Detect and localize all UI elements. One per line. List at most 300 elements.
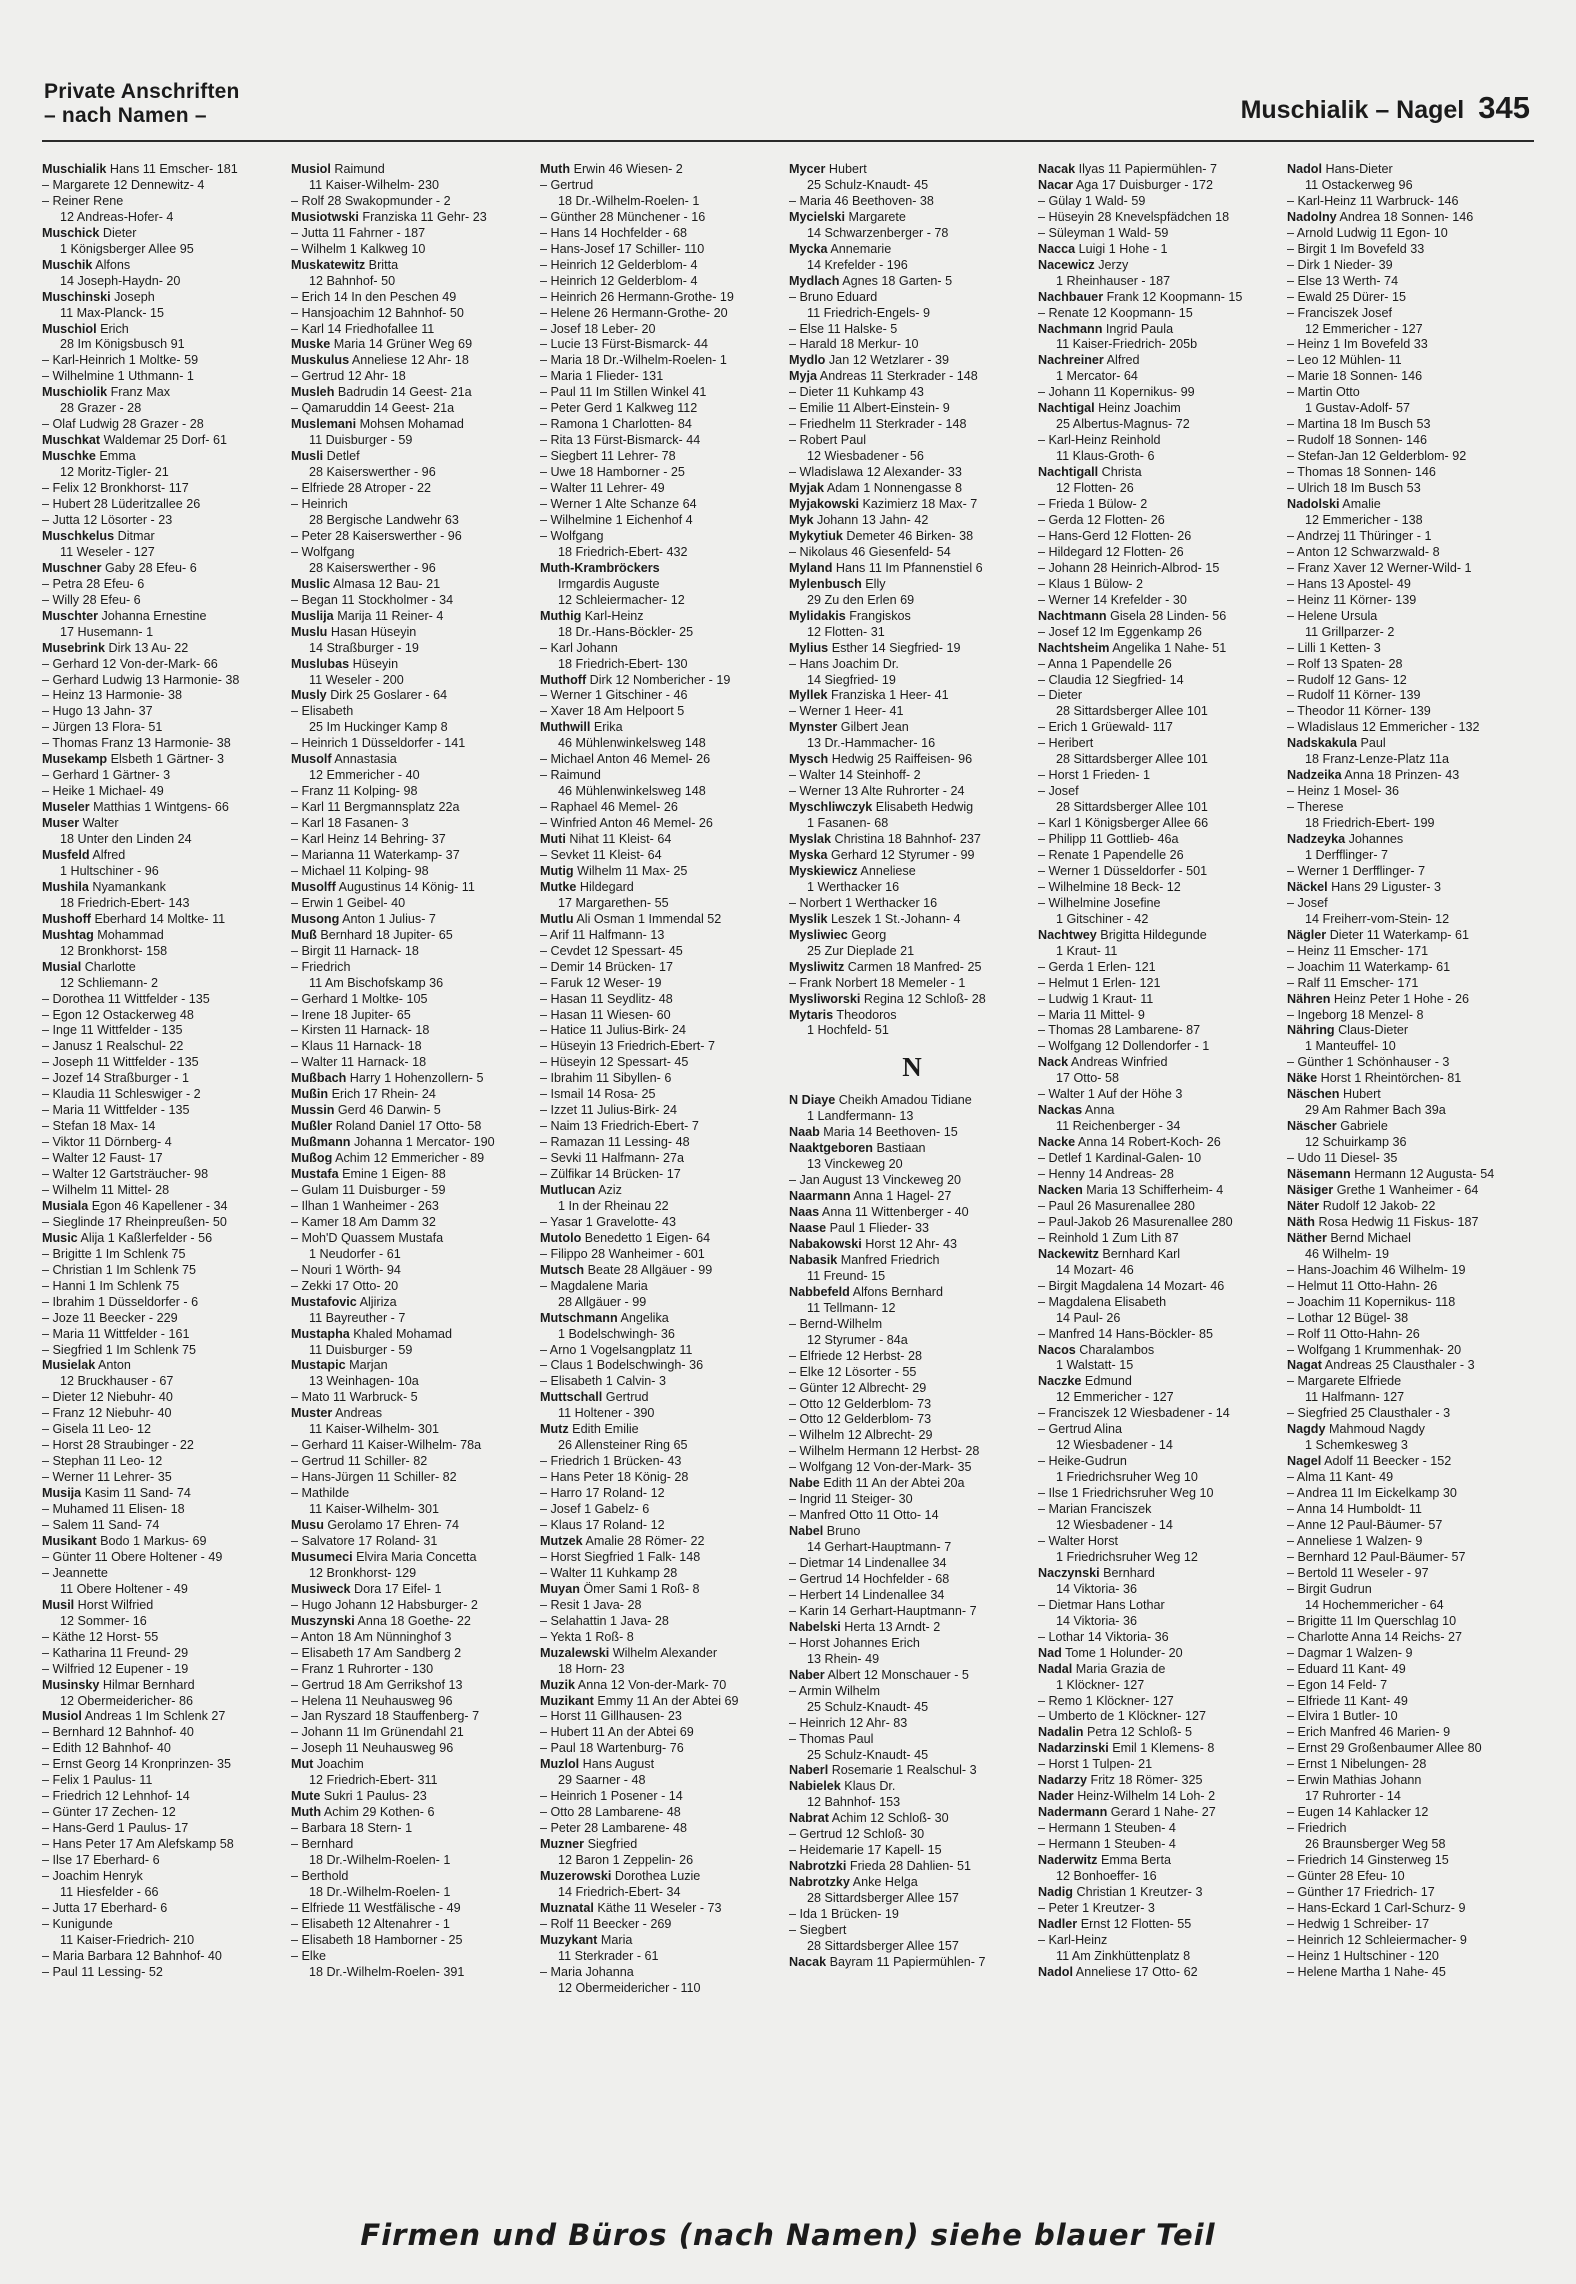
surname: Musikant: [42, 1533, 97, 1548]
directory-subentry: – Arnold Ludwig 11 Egon- 10: [1287, 225, 1448, 240]
directory-subentry: – Ibrahim 1 Düsseldorfer - 6: [42, 1294, 199, 1309]
directory-subentry: – Salem 11 Sand- 74: [42, 1518, 160, 1533]
entry-continuation: 11 Weseler - 127: [60, 544, 155, 559]
directory-entry: Mylidakis Frangiskos: [789, 608, 911, 623]
surname: Muske: [291, 337, 331, 352]
directory-subentry: – Maria 1 Flieder- 131: [540, 369, 664, 384]
entry-continuation: 18 Dr.-Wilhelm-Roelen- 1: [558, 193, 700, 208]
entry-continuation: 18 Friedrich-Ebert- 432: [558, 544, 688, 559]
directory-entry: Nadskakula Paul: [1287, 736, 1386, 751]
surname: Musekamp: [42, 752, 108, 767]
directory-entry: Musikant Bodo 1 Markus- 69: [42, 1533, 207, 1548]
directory-entry: Mußog Achim 12 Emmericher - 89: [291, 1151, 485, 1166]
surname: Muzik: [540, 1677, 575, 1692]
directory-subentry: – Friedrich: [1287, 1821, 1347, 1836]
directory-subentry: – Lucie 13 Fürst-Bismarck- 44: [540, 337, 708, 352]
entry-continuation: 13 Dr.-Hammacher- 16: [807, 736, 936, 751]
directory-entry: Mydlach Agnes 18 Garten- 5: [789, 273, 953, 288]
surname: Mysliwitz: [789, 959, 845, 974]
directory-subentry: – Herbert 14 Lindenallee 34: [789, 1587, 945, 1602]
directory-entry: Nadermann Gerard 1 Nahe- 27: [1038, 1805, 1216, 1820]
directory-subentry: – Günter 11 Obere Holtener - 49: [42, 1549, 223, 1564]
directory-subentry: – Faruk 12 Weser- 19: [540, 975, 662, 990]
directory-subentry: – Maria Johanna: [540, 1964, 634, 1979]
directory-subentry: – Qamaruddin 14 Geest- 21a: [291, 401, 455, 416]
directory-subentry: – Joseph 11 Wittfelder - 135: [42, 1055, 199, 1070]
directory-entry: Nabielek Klaus Dr.: [789, 1779, 896, 1794]
surname: Mutolo: [540, 1230, 582, 1245]
directory-subentry: – Gertrud 11 Schiller- 82: [291, 1454, 428, 1469]
surname: N Diaye: [789, 1093, 836, 1108]
surname: Nabielek: [789, 1779, 841, 1794]
surname: Naarmann: [789, 1189, 851, 1204]
directory-subentry: – Hatice 11 Julius-Birk- 24: [540, 1023, 687, 1038]
surname: Muth: [540, 162, 571, 176]
page-number: 345: [1478, 90, 1530, 125]
directory-subentry: – Elfriede 11 Kant- 49: [1287, 1693, 1408, 1708]
directory-subentry: – Josef 1 Gabelz- 6: [540, 1502, 650, 1517]
directory-entry: Mustafovic Aljiriza: [291, 1294, 397, 1309]
entry-continuation: 12 Bahnhof- 153: [807, 1795, 901, 1810]
directory-entry: Muschialik Hans 11 Emscher- 181: [42, 162, 238, 176]
directory-subentry: – Ismail 14 Rosa- 25: [540, 1087, 656, 1102]
surname: Nabasik: [789, 1252, 838, 1267]
directory-subentry: – Bernd-Wilhelm: [789, 1316, 883, 1331]
entry-continuation: 13 Rhein- 49: [807, 1651, 880, 1666]
directory-entry: Myschliwczyk Elisabeth Hedwig: [789, 800, 974, 815]
directory-subentry: – Maria 11 Wittfelder - 161: [42, 1326, 190, 1341]
directory-subentry: – Heinrich 26 Hermann-Grothe- 19: [540, 289, 734, 304]
directory-subentry: – Ingrid 11 Steiger- 30: [789, 1492, 913, 1507]
directory-entry: Museler Matthias 1 Wintgens- 66: [42, 800, 229, 815]
surname: Mustapha: [291, 1326, 350, 1341]
entry-continuation: 25 Schulz-Knaudt- 45: [807, 1747, 929, 1762]
directory-entry: Nagat Andreas 25 Clausthaler - 3: [1287, 1358, 1475, 1373]
directory-subentry: – Wolfgang 12 Von-der-Mark- 35: [789, 1460, 972, 1475]
surname: Naaktgeboren: [789, 1141, 873, 1156]
directory-subentry: – Siegbert 11 Lehrer- 78: [540, 449, 676, 464]
entry-continuation: 14 Joseph-Haydn- 20: [60, 273, 181, 288]
directory-subentry: – Hansjoachim 12 Bahnhof- 50: [291, 305, 464, 320]
entry-continuation: 11 Duisburger - 59: [309, 433, 413, 448]
entry-continuation: 1 Manteuffel- 10: [1305, 1039, 1396, 1054]
directory-entry: Muthig Karl-Heinz: [540, 608, 644, 623]
directory-subentry: – Helmut 1 Erlen- 121: [1038, 975, 1161, 990]
entry-continuation: 12 Wiesbadener - 56: [807, 449, 924, 464]
directory-entry: Musu Gerolamo 17 Ehren- 74: [291, 1518, 459, 1533]
directory-subentry: – Günter 28 Efeu- 10: [1287, 1868, 1405, 1883]
directory-subentry: – Theodor 11 Körner- 139: [1287, 704, 1431, 719]
directory-entry: Mußbach Harry 1 Hohenzollern- 5: [291, 1071, 484, 1086]
directory-subentry: – Ibrahim 11 Sibyllen- 6: [540, 1071, 672, 1086]
surname: Muti: [540, 832, 566, 847]
directory-entry: Mußler Roland Daniel 17 Otto- 58: [291, 1119, 482, 1134]
directory-entry: Mutschmann Angelika: [540, 1310, 669, 1325]
directory-entry: Musiol Raimund: [291, 162, 385, 176]
directory-entry: Mysliwiec Georg: [789, 927, 887, 942]
entry-continuation: 46 Wilhelm- 19: [1305, 1246, 1389, 1261]
surname: Muschner: [42, 560, 102, 575]
directory-subentry: – Lilli 1 Ketten- 3: [1287, 640, 1381, 655]
directory-entry: Nacken Maria 13 Schifferheim- 4: [1038, 1183, 1224, 1197]
entry-continuation: 28 Grazer - 28: [60, 401, 142, 416]
surname: Nachreiner: [1038, 353, 1104, 368]
surname: Nabrotzky: [789, 1875, 850, 1890]
surname: Muzykant: [540, 1932, 598, 1947]
directory-entry: Mylenbusch Elly: [789, 576, 886, 591]
directory-subentry: – Kunigunde: [42, 1916, 113, 1931]
directory-subentry: – Rolf 13 Spaten- 28: [1287, 656, 1403, 671]
directory-subentry: – Elisabeth 1 Calvin- 3: [540, 1374, 667, 1389]
directory-subentry: – Peter 28 Lambarene- 48: [540, 1821, 688, 1836]
surname: Naczke: [1038, 1374, 1082, 1389]
surname: Musial: [42, 959, 82, 974]
directory-subentry: – Karl Heinz 14 Behring- 37: [291, 832, 446, 847]
directory-entry: Muznatal Käthe 11 Weseler - 73: [540, 1900, 722, 1915]
directory-entry: Musiol Andreas 1 Im Schlenk 27: [42, 1709, 226, 1724]
directory-subentry: – Josef: [1287, 895, 1328, 910]
directory-subentry: – Helmut 11 Otto-Hahn- 26: [1287, 1278, 1438, 1293]
directory-subentry: – Hermann 1 Steuben- 4: [1038, 1837, 1176, 1852]
entry-continuation: 11 Holtener - 390: [558, 1406, 655, 1421]
directory-subentry: – Gertrud Alina: [1038, 1422, 1123, 1437]
directory-subentry: – Hasan 11 Wiesen- 60: [540, 1007, 671, 1022]
directory-subentry: – Selahattin 1 Java- 28: [540, 1613, 669, 1628]
directory-subentry: – Ilse 17 Eberhard- 6: [42, 1853, 160, 1868]
directory-entry: Nadolny Andrea 18 Sonnen- 146: [1287, 209, 1474, 224]
directory-subentry: – Karl-Heinrich 1 Moltke- 59: [42, 353, 199, 368]
entry-continuation: 25 Im Huckinger Kamp 8: [309, 720, 448, 735]
directory-subentry: – Magdalena Elisabeth: [1038, 1294, 1167, 1309]
directory-entry: Näke Horst 1 Rheintörchen- 81: [1287, 1071, 1462, 1086]
directory-subentry: – Mato 11 Warbruck- 5: [291, 1390, 418, 1405]
entry-continuation: 17 Husemann- 1: [60, 624, 154, 639]
directory-entry: Nacewicz Jerzy: [1038, 257, 1129, 272]
surname: Musiala: [42, 1198, 89, 1213]
surname: Mykytiuk: [789, 528, 843, 543]
directory-entry: Nadarzinski Emil 1 Klemens- 8: [1038, 1741, 1215, 1756]
directory-entry: Nachtigall Christa: [1038, 465, 1142, 480]
surname: Nagel: [1287, 1454, 1322, 1469]
directory-entry: Muschiol Erich: [42, 321, 129, 336]
directory-subentry: – Zekki 17 Otto- 20: [291, 1278, 399, 1293]
directory-subentry: – Paul 26 Masurenallee 280: [1038, 1198, 1195, 1213]
directory-subentry: – Magdalene Maria: [540, 1278, 648, 1293]
surname: Nadermann: [1038, 1805, 1108, 1820]
surname: Nadig: [1038, 1884, 1073, 1899]
directory-entry: Muslu Hasan Hüseyin: [291, 624, 417, 639]
directory-subentry: – Else 13 Werth- 74: [1287, 273, 1399, 288]
directory-subentry: – Karl-Heinz Reinhold: [1038, 433, 1161, 448]
entry-continuation: 29 Saarner - 48: [558, 1773, 646, 1788]
entry-continuation: 1 Bodelschwingh- 36: [558, 1326, 675, 1341]
entry-continuation: 28 Kaiserswerther - 96: [309, 465, 436, 480]
surname: Näsemann: [1287, 1167, 1351, 1182]
surname: Mußmann: [291, 1135, 351, 1150]
directory-entry: Music Alija 1 Kaßlerfelder - 56: [42, 1230, 213, 1245]
directory-subentry: – Muhamed 11 Elisen- 18: [42, 1502, 185, 1517]
directory-subentry: – Günther 17 Friedrich- 17: [1287, 1884, 1435, 1899]
entry-continuation: 29 Am Rahmer Bach 39a: [1305, 1103, 1446, 1118]
directory-subentry: – Bernhard 12 Bahnhof- 40: [42, 1725, 194, 1740]
surname: Muschkelus: [42, 528, 115, 543]
directory-entry: Musielak Anton: [42, 1358, 131, 1373]
directory-entry: Mytaris Theodoros: [789, 1007, 897, 1022]
directory-subentry: – Heinrich 1 Posener - 14: [540, 1789, 683, 1804]
surname: Näth: [1287, 1214, 1315, 1229]
surname: Nähren: [1287, 991, 1331, 1006]
directory-subentry: – Karl-Heinz: [1038, 1932, 1108, 1947]
surname: Mycielski: [789, 209, 846, 224]
entry-continuation: 1 Neudorfer - 61: [309, 1246, 401, 1261]
directory-subentry: – Anna 1 Papendelle 26: [1038, 656, 1172, 671]
entry-continuation: 11 Duisburger - 59: [309, 1342, 413, 1357]
directory-entry: Muß Bernhard 18 Jupiter- 65: [291, 927, 453, 942]
surname: Nacken: [1038, 1183, 1083, 1197]
directory-entry: Näsiger Grethe 1 Wanheimer - 64: [1287, 1183, 1479, 1197]
directory-subentry: – Hugo Johann 12 Habsburger- 2: [291, 1597, 478, 1612]
directory-entry: Musong Anton 1 Julius- 7: [291, 911, 436, 926]
directory-entry: Musly Dirk 25 Goslarer - 64: [291, 688, 448, 703]
directory-entry: Nachtwey Brigitta Hildegunde: [1038, 927, 1207, 942]
surname: Mycka: [789, 241, 828, 256]
surname: Muß: [291, 927, 317, 942]
surname: Muzlol: [540, 1757, 580, 1772]
directory-subentry: – Karl 14 Friedhofallee 11: [291, 321, 435, 336]
directory-subentry: – Klaus 17 Roland- 12: [540, 1518, 665, 1533]
surname: Myk: [789, 512, 814, 527]
directory-subentry: – Elisabeth 17 Am Sandberg 2: [291, 1645, 462, 1660]
directory-entry: Musiala Egon 46 Kapellener - 34: [42, 1198, 228, 1213]
directory-entry: Naczynski Bernhard: [1038, 1565, 1155, 1580]
entry-continuation: 12 Bahnhof- 50: [309, 273, 396, 288]
directory-entry: Mutolo Benedetto 1 Eigen- 64: [540, 1230, 711, 1245]
surname: Nadol: [1038, 1964, 1073, 1979]
directory-subentry: – Franz 1 Ruhrorter - 130: [291, 1661, 434, 1676]
directory-entry: Muschter Johanna Ernestine: [42, 608, 207, 623]
entry-continuation: 12 Schuirkamp 36: [1305, 1135, 1407, 1150]
entry-continuation: 28 Sittardsberger Allee 101: [1056, 800, 1208, 815]
directory-subentry: – Eduard 11 Kant- 49: [1287, 1661, 1406, 1676]
directory-subentry: – Erwin 1 Geibel- 40: [291, 895, 406, 910]
surname: Nagdy: [1287, 1422, 1326, 1437]
directory-entry: Muschinski Joseph: [42, 289, 155, 304]
directory-subentry: – Heinz 11 Emscher- 171: [1287, 943, 1429, 958]
directory-entry: Muzner Siegfried: [540, 1837, 638, 1852]
directory-entry: Muslic Almasa 12 Bau- 21: [291, 576, 441, 591]
directory-entry: Naarmann Anna 1 Hagel- 27: [789, 1189, 952, 1204]
entry-continuation: 28 Allgäuer - 99: [558, 1294, 647, 1309]
entry-continuation: 11 Kaiser-Wilhelm- 301: [309, 1422, 439, 1437]
directory-subentry: – Wilhelm 12 Albrecht- 29: [789, 1428, 933, 1443]
entry-continuation: 28 Kaiserswerther - 96: [309, 560, 436, 575]
directory-entry: Nachmann Ingrid Paula: [1038, 321, 1174, 336]
directory-subentry: – Bernhard: [291, 1837, 354, 1852]
directory-subentry: – Martin Otto: [1287, 385, 1360, 400]
surname: Mustapic: [291, 1358, 346, 1373]
entry-continuation: 14 Viktoria- 36: [1056, 1613, 1137, 1628]
entry-continuation: 1 In der Rheinau 22: [558, 1198, 669, 1213]
directory-entry: Nachtsheim Angelika 1 Nahe- 51: [1038, 640, 1227, 655]
directory-subentry: – Klaus 11 Harnack- 18: [291, 1039, 422, 1054]
surname: Muschke: [42, 449, 96, 464]
directory-entry: Mycka Annemarie: [789, 241, 892, 256]
surname: Nadol: [1287, 162, 1322, 176]
directory-subentry: – Izzet 11 Julius-Birk- 24: [540, 1103, 677, 1118]
directory-subentry: – Manfred 14 Hans-Böckler- 85: [1038, 1326, 1213, 1341]
directory-subentry: – Rudolf 12 Gans- 12: [1287, 672, 1407, 687]
surname: Muszynski: [291, 1613, 355, 1628]
directory-subentry: – Wilhelmine 18 Beck- 12: [1038, 879, 1181, 894]
directory-subentry: – Rudolf 18 Sonnen- 146: [1287, 433, 1428, 448]
surname: Näsiger: [1287, 1183, 1334, 1197]
directory-entry: Myk Johann 13 Jahn- 42: [789, 512, 929, 527]
directory-entry: Nader Heinz-Wilhelm 14 Loh- 2: [1038, 1789, 1216, 1804]
directory-entry: Näckel Hans 29 Liguster- 3: [1287, 879, 1442, 894]
directory-subentry: – Walter 14 Steinhoff- 2: [789, 768, 921, 783]
directory-entry: Nacak Ilyas 11 Papiermühlen- 7: [1038, 162, 1217, 176]
entry-continuation: 14 Mozart- 46: [1056, 1262, 1134, 1277]
surname: Mylius: [789, 640, 829, 655]
surname: Nacca: [1038, 241, 1076, 256]
entry-continuation: 1 Mercator- 64: [1056, 369, 1138, 384]
directory-subentry: – Ludwig 1 Kraut- 11: [1038, 991, 1154, 1006]
directory-subentry: – Elke: [291, 1948, 327, 1963]
directory-subentry: – Lothar 14 Viktoria- 36: [1038, 1629, 1169, 1644]
directory-entry: Mysliwitz Carmen 18 Manfred- 25: [789, 959, 982, 974]
directory-entry: Nachtigal Heinz Joachim: [1038, 401, 1181, 416]
directory-subentry: – Friedrich 1 Brücken- 43: [540, 1454, 682, 1469]
entry-continuation: 11 Kaiser-Friedrich- 210: [60, 1932, 195, 1947]
surname: Mustafa: [291, 1167, 339, 1182]
surname: Nacar: [1038, 177, 1074, 192]
directory-subentry: – Helena 11 Neuhausweg 96: [291, 1693, 453, 1708]
directory-subentry: – Rolf 28 Swakopmunder - 2: [291, 193, 451, 208]
directory-entry: Nähren Heinz Peter 1 Hohe - 26: [1287, 991, 1469, 1006]
entry-continuation: 11 Reichenberger - 34: [1056, 1119, 1181, 1134]
entry-continuation: 12 Flotten- 26: [1056, 481, 1134, 496]
surname: Nägler: [1287, 927, 1327, 942]
directory-subentry: – Elisabeth: [291, 704, 354, 719]
directory-subentry: – Manfred Otto 11 Otto- 14: [789, 1508, 939, 1523]
directory-subentry: – Heinz 13 Harmonie- 38: [42, 688, 183, 703]
directory-subentry: – Nikolaus 46 Giesenfeld- 54: [789, 544, 951, 559]
entry-continuation: 1 Derfflinger- 7: [1305, 847, 1389, 862]
entry-continuation: 13 Weinhagen- 10a: [309, 1374, 419, 1389]
directory-subentry: – Ramazan 11 Lessing- 48: [540, 1135, 690, 1150]
directory-subentry: – Umberto de 1 Klöckner- 127: [1038, 1709, 1207, 1724]
directory-subentry: – Felix 1 Paulus- 11: [42, 1773, 153, 1788]
directory-subentry: – Ernst Georg 14 Kronprinzen- 35: [42, 1757, 232, 1772]
directory-entry: Mutsch Beate 28 Allgäuer - 99: [540, 1262, 713, 1277]
surname: Nachbauer: [1038, 289, 1104, 304]
entry-continuation: 17 Ruhrorter - 14: [1305, 1789, 1401, 1804]
directory-entry: Musleh Badrudin 14 Geest- 21a: [291, 385, 472, 400]
directory-entry: Muzalewski Wilhelm Alexander: [540, 1645, 718, 1660]
directory-subentry: – Wolfgang: [291, 544, 355, 559]
surname: Nadzeika: [1287, 768, 1342, 783]
surname: Nacke: [1038, 1135, 1076, 1150]
directory-entry: Myjakowski Kazimierz 18 Max- 7: [789, 497, 978, 512]
surname: Mushila: [42, 879, 89, 894]
directory-entry: Musfeld Alfred: [42, 847, 126, 862]
directory-subentry: – Joachim Henryk: [42, 1868, 143, 1883]
header-name-range: Muschialik – Nagel: [1240, 96, 1465, 124]
directory-subentry: – Klaus 1 Bülow- 2: [1038, 576, 1144, 591]
surname: Nacak: [1038, 162, 1076, 176]
directory-subentry: – Heinrich 1 Düsseldorfer - 141: [291, 736, 466, 751]
directory-subentry: – Wolfgang: [540, 528, 604, 543]
surname: Nadskakula: [1287, 736, 1358, 751]
entry-continuation: 28 Sittardsberger Allee 157: [807, 1938, 959, 1953]
surname: Muskulus: [291, 353, 350, 368]
directory-subentry: – Ulrich 18 Im Busch 53: [1287, 481, 1421, 496]
entry-continuation: 14 Viktoria- 36: [1056, 1581, 1137, 1596]
surname: Myslik: [789, 911, 828, 926]
entry-continuation: 14 Friedrich-Ebert- 34: [558, 1884, 681, 1899]
directory-subentry: – Lothar 12 Bügel- 38: [1287, 1310, 1409, 1325]
directory-subentry: – Henny 14 Andreas- 28: [1038, 1167, 1174, 1182]
directory-subentry: – Thomas 28 Lambarene- 87: [1038, 1023, 1201, 1038]
surname: Musiotwski: [291, 209, 359, 224]
directory-subentry: – Otto 12 Gelderblom- 73: [789, 1396, 932, 1411]
directory-entry: Nägler Dieter 11 Waterkamp- 61: [1287, 927, 1469, 942]
directory-subentry: – Norbert 1 Werthacker 16: [789, 895, 938, 910]
surname: Näke: [1287, 1071, 1318, 1086]
directory-subentry: – Thomas 18 Sonnen- 146: [1287, 465, 1436, 480]
directory-subentry: – Sevki 11 Halfmann- 27a: [540, 1151, 684, 1166]
directory-subentry: – Joachim 11 Kopernikus- 118: [1287, 1294, 1456, 1309]
directory-entry: Naase Paul 1 Flieder- 33: [789, 1221, 930, 1236]
directory-subentry: – Rita 13 Fürst-Bismarck- 44: [540, 433, 701, 448]
surname: Nadler: [1038, 1916, 1078, 1931]
directory-subentry: – Leo 12 Mühlen- 11: [1287, 353, 1402, 368]
directory-subentry: – Cevdet 12 Spessart- 45: [540, 943, 683, 958]
directory-subentry: – Katharina 11 Freund- 29: [42, 1645, 189, 1660]
directory-subentry: – Jutta 17 Eberhard- 6: [42, 1900, 168, 1915]
surname: Musly: [291, 688, 327, 703]
directory-subentry: – Horst 28 Straubinger - 22: [42, 1438, 194, 1453]
directory-subentry: – Inge 11 Wittfelder - 135: [42, 1023, 183, 1038]
directory-subentry: – Elfriede 12 Herbst- 28: [789, 1348, 923, 1363]
directory-subentry: – Began 11 Stockholmer - 34: [291, 592, 454, 607]
entry-continuation: 11 Sterkrader - 61: [558, 1948, 659, 1963]
directory-subentry: – Kirsten 11 Harnack- 18: [291, 1023, 430, 1038]
surname: Music: [42, 1230, 78, 1245]
directory-subentry: – Jan August 13 Vinckeweg 20: [789, 1173, 962, 1188]
directory-entry: Myja Andreas 11 Sterkrader - 148: [789, 369, 978, 384]
directory-subentry: – Horst 1 Frieden- 1: [1038, 768, 1150, 783]
directory-subentry: – Paul-Jakob 26 Masurenallee 280: [1038, 1214, 1233, 1229]
directory-subentry: – Ernst 1 Nibelungen- 28: [1287, 1757, 1427, 1772]
directory-column-4: [789, 162, 1035, 2192]
surname: Muthoff: [540, 672, 587, 687]
entry-continuation: 11 Kaiser-Wilhelm- 301: [309, 1502, 439, 1517]
surname: Näckel: [1287, 879, 1328, 894]
directory-subentry: – Anne 12 Paul-Bäumer- 57: [1287, 1518, 1443, 1533]
directory-subentry: – Dietmar 14 Lindenallee 34: [789, 1556, 947, 1571]
directory-subentry: – Hans 13 Apostel- 49: [1287, 576, 1411, 591]
directory-subentry: – Käthe 12 Horst- 55: [42, 1629, 159, 1644]
surname: Nabe: [789, 1476, 820, 1491]
surname: Nad: [1038, 1645, 1062, 1660]
entry-continuation: 12 Emmericher - 40: [309, 768, 420, 783]
entry-continuation: 1 Friedrichsruher Weg 10: [1056, 1470, 1198, 1485]
directory-column-3: [540, 162, 786, 2192]
directory-subentry: – Joachim 11 Waterkamp- 61: [1287, 959, 1451, 974]
directory-entry: Naas Anna 11 Wittenberger - 40: [789, 1205, 969, 1220]
directory-subentry: – Peter 1 Kreutzer- 3: [1038, 1900, 1155, 1915]
